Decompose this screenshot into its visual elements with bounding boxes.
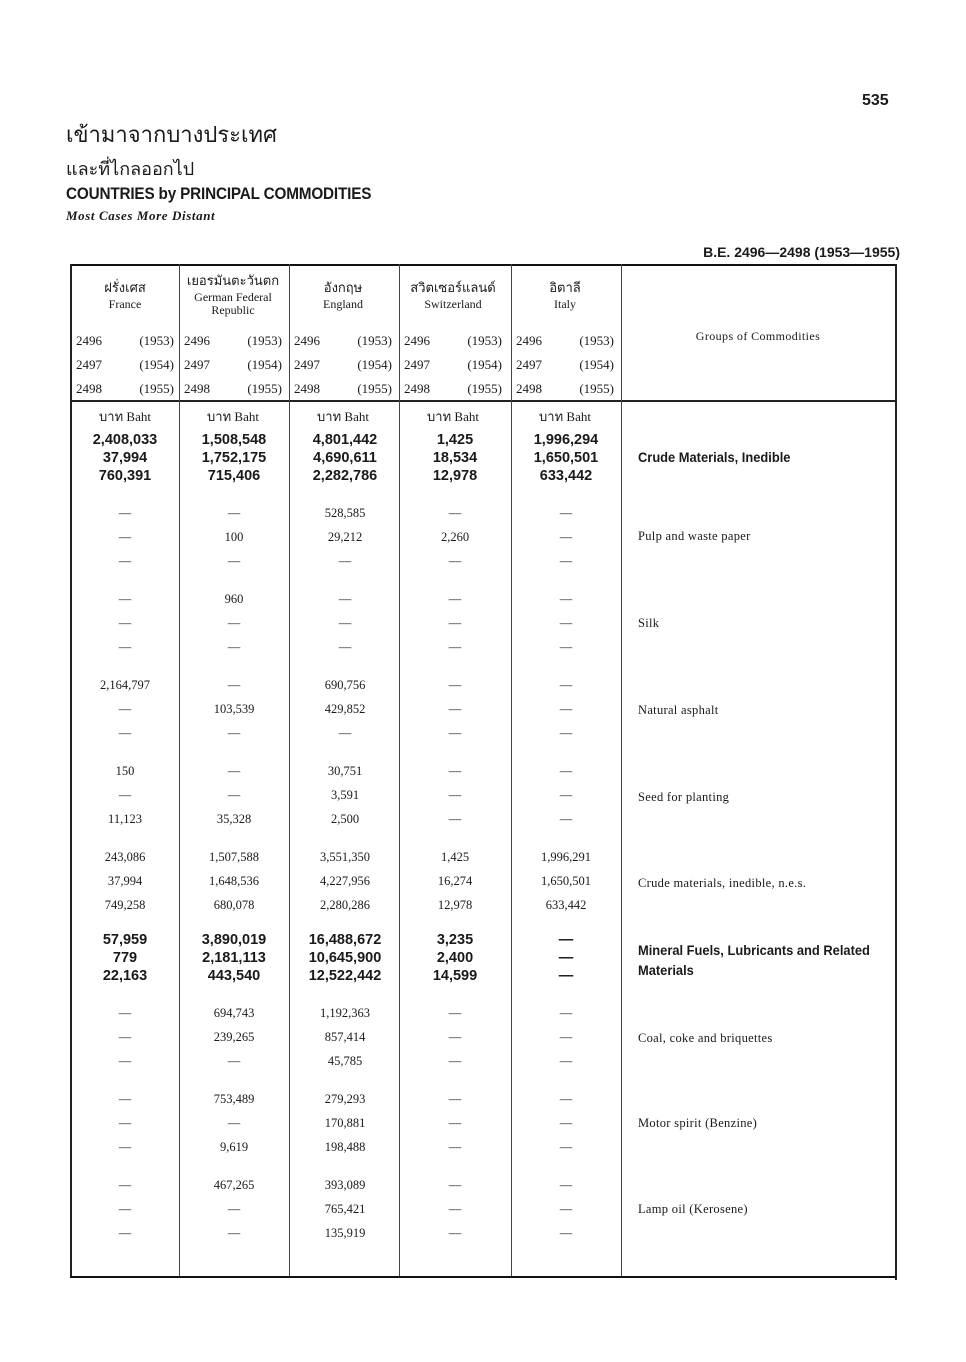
table-cell: 753,489 (213, 1092, 255, 1106)
table-cell: — (559, 640, 573, 654)
table-cell: 690,756 (324, 678, 366, 692)
table-cell: — (227, 1116, 241, 1130)
table-cell: 170,881 (324, 1116, 366, 1130)
country-header (71, 280, 179, 311)
table-cell: 528,585 (324, 506, 366, 520)
table-cell: 243,086 (104, 850, 146, 864)
table-cell: 2,500 (330, 812, 360, 826)
table-cell: — (448, 726, 462, 740)
table-cell: 135,919 (324, 1226, 366, 1240)
table-cell: — (448, 1178, 462, 1192)
country-name-en: Switzerland (424, 297, 482, 311)
year-ce: (1954) (139, 357, 174, 372)
country-header (511, 280, 619, 311)
table-cell: 760,391 (98, 468, 152, 484)
table-cell: 11,123 (108, 812, 142, 826)
table-cell: 694,743 (213, 1006, 255, 1020)
year-be: 2498 (294, 381, 320, 396)
table-cell: — (448, 640, 462, 654)
table-cell: — (118, 1092, 132, 1106)
table-cell: — (559, 1178, 573, 1192)
commodity-group-label: Coal, coke and briquettes (638, 1031, 773, 1045)
country-header (399, 280, 507, 311)
table-cell: 715,406 (207, 468, 261, 484)
year-ce: (1954) (579, 357, 614, 372)
table-cell: — (559, 1006, 573, 1020)
table-cell: — (559, 1202, 573, 1216)
year-ce: (1953) (579, 333, 614, 348)
year-ce: (1954) (247, 357, 282, 372)
table-cell: 10,645,900 (308, 950, 382, 966)
table-cell: — (559, 1030, 573, 1044)
unit-label: บาท Baht (99, 409, 151, 424)
year-ce: (1955) (579, 381, 614, 396)
year-label (400, 381, 506, 397)
table-cell: 16,488,672 (308, 932, 382, 948)
page-subtitle-thai: และที่ไกลออกไป (66, 159, 195, 180)
table-cell: 239,265 (213, 1030, 255, 1044)
table-cell: — (118, 640, 132, 654)
table-cell: — (227, 788, 241, 802)
table-cell: 765,421 (324, 1202, 366, 1216)
year-ce: (1955) (139, 381, 174, 396)
table-cell: — (559, 764, 573, 778)
page-number: 535 (862, 92, 889, 109)
table-cell: 3,235 (436, 932, 474, 948)
table-cell: — (448, 1226, 462, 1240)
table-cell: — (227, 616, 241, 630)
year-ce: (1953) (357, 333, 392, 348)
table-cell: — (558, 950, 574, 966)
table-cell: 960 (224, 592, 244, 606)
table-cell: 150 (115, 764, 135, 778)
country-name-en: German Federal Republic (194, 290, 272, 317)
table-cell: — (558, 932, 574, 948)
page-title-thai: เข้ามาจากบางประเทศ (66, 123, 277, 148)
country-name-thai: อิตาลี (549, 281, 581, 296)
year-label (512, 333, 618, 349)
year-ce: (1955) (357, 381, 392, 396)
table-cell: — (448, 506, 462, 520)
table-cell: — (118, 592, 132, 606)
table-cell: — (227, 1226, 241, 1240)
year-be: 2497 (184, 357, 210, 372)
table-cell: 16,274 (437, 874, 473, 888)
commodity-group-label: Lamp oil (Kerosene) (638, 1202, 748, 1216)
table-cell: 2,408,033 (92, 432, 158, 448)
header-separator (70, 400, 896, 402)
year-label (512, 381, 618, 397)
table-cell: 443,540 (207, 968, 261, 984)
table-cell: 22,163 (102, 968, 148, 984)
table-cell: — (118, 554, 132, 568)
table-cell: 14,599 (432, 968, 478, 984)
table-cell: — (448, 702, 462, 716)
commodity-group-label: Crude Materials, Inedible (638, 449, 791, 465)
year-be: 2498 (404, 381, 430, 396)
table-cell: — (559, 678, 573, 692)
table-cell: — (559, 812, 573, 826)
table-cell: — (559, 530, 573, 544)
table-border-right (895, 264, 897, 1280)
table-cell: — (559, 1092, 573, 1106)
table-cell: — (448, 812, 462, 826)
table-cell: — (227, 678, 241, 692)
table-cell: 1,996,291 (541, 850, 591, 864)
table-cell: — (448, 1054, 462, 1068)
table-cell: 1,996,294 (533, 432, 599, 448)
country-name-thai: ฝรั่งเศส (104, 281, 146, 296)
table-cell: 633,442 (545, 898, 587, 912)
table-cell: — (448, 678, 462, 692)
table-cell: 2,400 (436, 950, 474, 966)
table-cell: — (448, 1006, 462, 1020)
year-label (400, 357, 506, 373)
table-cell: 37,994 (102, 450, 148, 466)
table-cell: 9,619 (219, 1140, 249, 1154)
commodity-group-label: Natural asphalt (638, 703, 719, 717)
table-cell: — (227, 554, 241, 568)
table-cell: 1,752,175 (201, 450, 267, 466)
table-cell: — (338, 640, 352, 654)
year-be: 2497 (76, 357, 102, 372)
table-cell: — (559, 1054, 573, 1068)
year-be: 2498 (516, 381, 542, 396)
commodity-group-label: Crude materials, inedible, n.e.s. (638, 876, 807, 890)
year-be: 2496 (516, 333, 542, 348)
page-title: COUNTRIES by PRINCIPAL COMMODITIES (66, 184, 372, 203)
year-label (180, 357, 286, 373)
table-cell: — (448, 592, 462, 606)
table-cell: 857,414 (324, 1030, 366, 1044)
table-cell: — (227, 726, 241, 740)
column-divider (621, 264, 622, 1276)
year-label (290, 333, 396, 349)
table-cell: — (118, 1140, 132, 1154)
year-ce: (1953) (467, 333, 502, 348)
commodity-group-label: Mineral Fuels, Lubricants and Related Materials (638, 942, 870, 978)
table-cell: 779 (112, 950, 138, 966)
year-label (400, 333, 506, 349)
country-name-en: France (108, 297, 142, 311)
table-cell: 633,442 (539, 468, 593, 484)
table-cell: — (118, 1006, 132, 1020)
table-cell: 2,282,786 (312, 468, 378, 484)
table-cell: 12,978 (437, 898, 473, 912)
year-be: 2498 (184, 381, 210, 396)
commodity-group-label: Seed for planting (638, 790, 730, 804)
table-cell: — (118, 530, 132, 544)
page-subtitle: Most Cases More Distant (66, 208, 216, 223)
country-name-en: Italy (554, 297, 576, 311)
table-cell: — (118, 726, 132, 740)
table-cell: 3,551,350 (320, 850, 370, 864)
year-label (290, 381, 396, 397)
year-be: 2498 (76, 381, 102, 396)
table-cell: 429,852 (324, 702, 366, 716)
groups-column-header: Groups of Commodities (695, 329, 821, 343)
commodity-group-label: Silk (638, 616, 660, 630)
table-cell: 45,785 (327, 1054, 363, 1068)
table-cell: 1,508,548 (201, 432, 267, 448)
table-cell: 1,648,536 (209, 874, 259, 888)
table-cell: — (118, 702, 132, 716)
year-label (180, 381, 286, 397)
country-name-thai: เยอรมันตะวันตก (186, 274, 280, 289)
year-be: 2496 (76, 333, 102, 348)
year-ce: (1953) (139, 333, 174, 348)
table-cell: — (448, 1116, 462, 1130)
table-cell: — (448, 1092, 462, 1106)
commodity-group-label: Pulp and waste paper (638, 529, 751, 543)
table-cell: — (448, 1140, 462, 1154)
table-cell: — (227, 506, 241, 520)
year-be: 2497 (294, 357, 320, 372)
table-cell: 1,425 (436, 432, 474, 448)
table-cell: 57,959 (102, 932, 148, 948)
year-label (290, 357, 396, 373)
table-cell: 1,425 (440, 850, 470, 864)
table-cell: — (118, 1226, 132, 1240)
country-name-thai: อังกฤษ (323, 281, 363, 296)
year-ce: (1955) (467, 381, 502, 396)
year-be: 2496 (404, 333, 430, 348)
table-cell: 103,539 (213, 702, 255, 716)
table-cell: 37,994 (107, 874, 143, 888)
table-cell: — (118, 1178, 132, 1192)
table-cell: 3,890,019 (201, 932, 267, 948)
table-cell: — (338, 592, 352, 606)
country-name-en: England (323, 297, 363, 311)
table-cell: — (559, 726, 573, 740)
table-cell: 18,534 (432, 450, 478, 466)
country-name-thai: สวิตเซอร์แลนด์ (410, 281, 496, 296)
table-border-top (70, 264, 896, 266)
table-cell: 2,164,797 (100, 678, 150, 692)
table-cell: — (118, 1054, 132, 1068)
year-label (72, 333, 178, 349)
year-label (72, 381, 178, 397)
table-cell: — (338, 726, 352, 740)
table-cell: — (448, 616, 462, 630)
table-cell: — (559, 788, 573, 802)
table-cell: — (559, 702, 573, 716)
table-cell: 100 (224, 530, 244, 544)
table-cell: — (338, 616, 352, 630)
table-cell: 35,328 (216, 812, 252, 826)
table-cell: 749,258 (104, 898, 146, 912)
table-cell: — (118, 1116, 132, 1130)
unit-label: บาท Baht (427, 409, 479, 424)
table-cell: 1,650,501 (533, 450, 599, 466)
table-cell: — (227, 764, 241, 778)
table-cell: 4,227,956 (320, 874, 370, 888)
table-cell: — (227, 1202, 241, 1216)
year-label (180, 333, 286, 349)
year-ce: (1954) (357, 357, 392, 372)
table-cell: 680,078 (213, 898, 255, 912)
table-cell: — (448, 1030, 462, 1044)
table-cell: 1,192,363 (320, 1006, 370, 1020)
year-label (72, 357, 178, 373)
year-be: 2496 (184, 333, 210, 348)
country-header (289, 280, 397, 311)
commodity-group-label: Motor spirit (Benzine) (638, 1116, 758, 1130)
table-cell: — (559, 1140, 573, 1154)
table-cell: — (227, 640, 241, 654)
year-label (512, 357, 618, 373)
year-ce: (1955) (247, 381, 282, 396)
table-cell: — (118, 616, 132, 630)
table-cell: — (338, 554, 352, 568)
table-cell: — (559, 1226, 573, 1240)
table-cell: 1,650,501 (541, 874, 591, 888)
unit-label: บาท Baht (317, 409, 369, 424)
table-cell: 4,690,611 (313, 450, 377, 466)
table-cell: — (559, 554, 573, 568)
period-label: B.E. 2496—2498 (1953—1955) (703, 244, 900, 260)
country-header (179, 273, 287, 317)
table-cell: — (448, 764, 462, 778)
table-cell: — (118, 506, 132, 520)
year-be: 2496 (294, 333, 320, 348)
table-cell: 29,212 (327, 530, 363, 544)
table-cell: 12,978 (432, 468, 478, 484)
table-cell: — (118, 1030, 132, 1044)
table-cell: 467,265 (213, 1178, 255, 1192)
table-cell: — (227, 1054, 241, 1068)
table-cell: 12,522,442 (308, 968, 382, 984)
table-cell: — (559, 506, 573, 520)
table-cell: 393,089 (324, 1178, 366, 1192)
year-be: 2497 (404, 357, 430, 372)
year-be: 2497 (516, 357, 542, 372)
table-cell: — (118, 1202, 132, 1216)
table-cell: 2,260 (440, 530, 470, 544)
table-cell: 2,181,113 (202, 950, 266, 966)
table-cell: — (559, 616, 573, 630)
table-cell: — (558, 968, 574, 984)
table-cell: 4,801,442 (312, 432, 378, 448)
table-cell: — (559, 592, 573, 606)
unit-label: บาท Baht (539, 409, 591, 424)
table-cell: 198,488 (324, 1140, 366, 1154)
table-cell: — (448, 554, 462, 568)
table-cell: — (559, 1116, 573, 1130)
unit-label: บาท Baht (207, 409, 259, 424)
table-cell: — (448, 1202, 462, 1216)
table-border-bottom (70, 1276, 896, 1278)
table-cell: — (448, 788, 462, 802)
table-cell: 3,591 (330, 788, 360, 802)
table-cell: 30,751 (327, 764, 363, 778)
table-cell: 279,293 (324, 1092, 366, 1106)
year-ce: (1953) (247, 333, 282, 348)
year-ce: (1954) (467, 357, 502, 372)
table-cell: 1,507,588 (209, 850, 259, 864)
table-cell: 2,280,286 (320, 898, 370, 912)
table-cell: — (118, 788, 132, 802)
